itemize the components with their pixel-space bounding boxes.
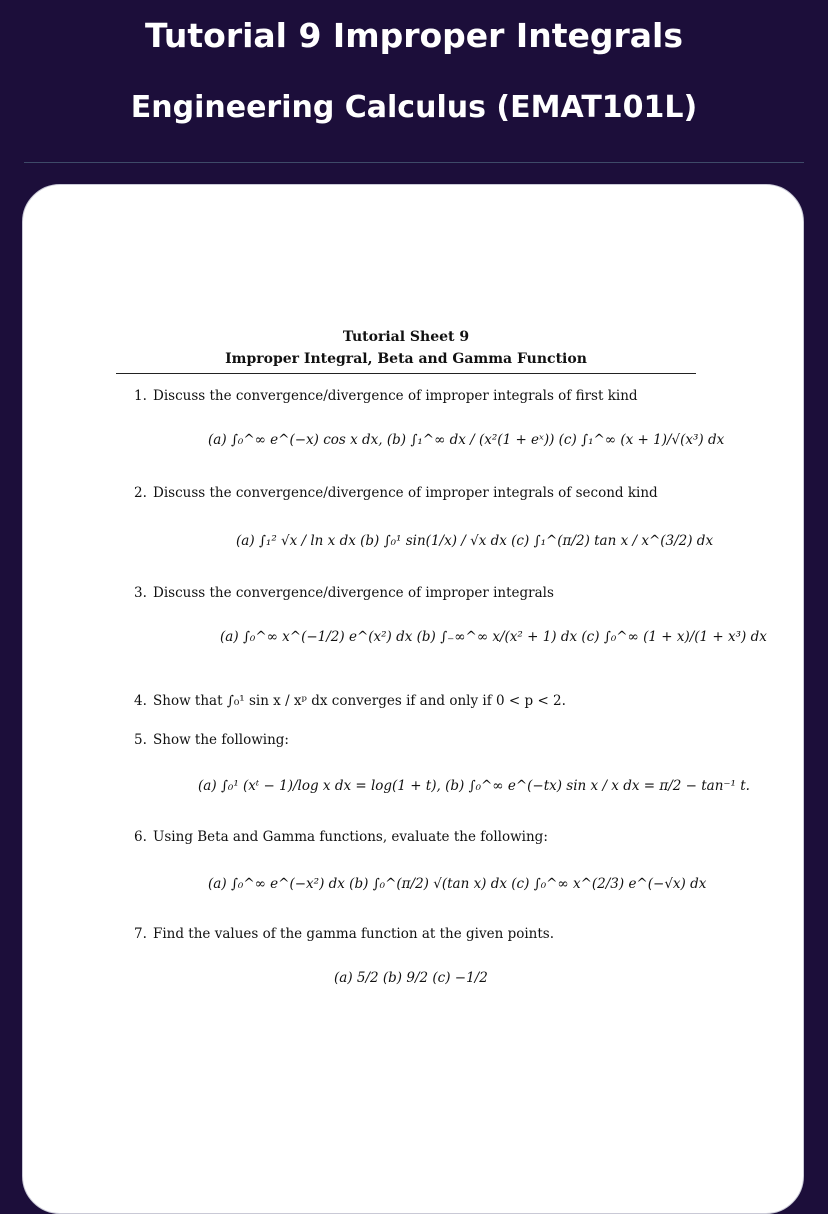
header-divider (24, 162, 804, 163)
question-6 (134, 829, 548, 845)
question-number: 7. (134, 926, 147, 942)
page-subtitle: Engineering Calculus (EMAT101L) (130, 90, 698, 125)
question-text: Discuss the convergence/divergence of improper integrals of first kind (153, 388, 638, 404)
page-title: Tutorial 9 Improper Integrals (145, 16, 683, 55)
question-7 (134, 926, 554, 942)
question-5-parts: (a) ∫₀¹ (xᵗ − 1)/log x dx = log(1 + t), (b) ∫₀^∞ e^(−tx) sin x / x dx = π/2 − tan⁻¹ t. (198, 778, 750, 794)
question-2 (134, 485, 658, 501)
sheet-heading-line2: Improper Integral, Beta and Gamma Function (225, 351, 587, 367)
sheet-heading-line1: Tutorial Sheet 9 (342, 329, 470, 345)
question-1 (134, 388, 638, 404)
question-number: 6. (134, 829, 147, 845)
question-number: 1. (134, 388, 147, 404)
question-7-parts: (a) 5/2 (b) 9/2 (c) −1/2 (334, 970, 488, 986)
question-text: Find the values of the gamma function at the given points. (153, 926, 555, 942)
question-number: 5. (134, 732, 147, 748)
question-number: 4. (134, 693, 147, 709)
question-5 (134, 732, 289, 748)
question-3-parts: (a) ∫₀^∞ x^(−1/2) e^(x²) dx (b) ∫₋∞^∞ x/(x² + 1) dx (c) ∫₀^∞ (1 + x)/(1 + x³) dx (220, 629, 767, 645)
question-text: Discuss the convergence/divergence of improper integrals of second kind (153, 485, 658, 501)
question-text: Show that ∫₀¹ sin x / xᵖ dx converges if and only if 0 < p < 2. (153, 693, 566, 709)
question-4 (134, 693, 566, 709)
question-2-parts: (a) ∫₁² √x / ln x dx (b) ∫₀¹ sin(1/x) / √x dx (c) ∫₁^(π/2) tan x / x^(3/2) dx (236, 533, 714, 549)
sheet-heading (116, 326, 696, 370)
question-3 (134, 585, 554, 601)
question-text: Using Beta and Gamma functions, evaluate the following: (153, 829, 548, 845)
question-number: 2. (134, 485, 147, 501)
question-text: Show the following: (153, 732, 289, 748)
sheet-rule (116, 373, 696, 374)
question-text: Discuss the convergence/divergence of improper integrals (153, 585, 554, 601)
question-6-parts: (a) ∫₀^∞ e^(−x²) dx (b) ∫₀^(π/2) √(tan x) dx (c) ∫₀^∞ x^(2/3) e^(−√x) dx (208, 876, 707, 892)
question-number: 3. (134, 585, 147, 601)
question-1-parts: (a) ∫₀^∞ e^(−x) cos x dx, (b) ∫₁^∞ dx / (x²(1 + eˣ)) (c) ∫₁^∞ (x + 1)/√(x³) dx (208, 432, 725, 448)
